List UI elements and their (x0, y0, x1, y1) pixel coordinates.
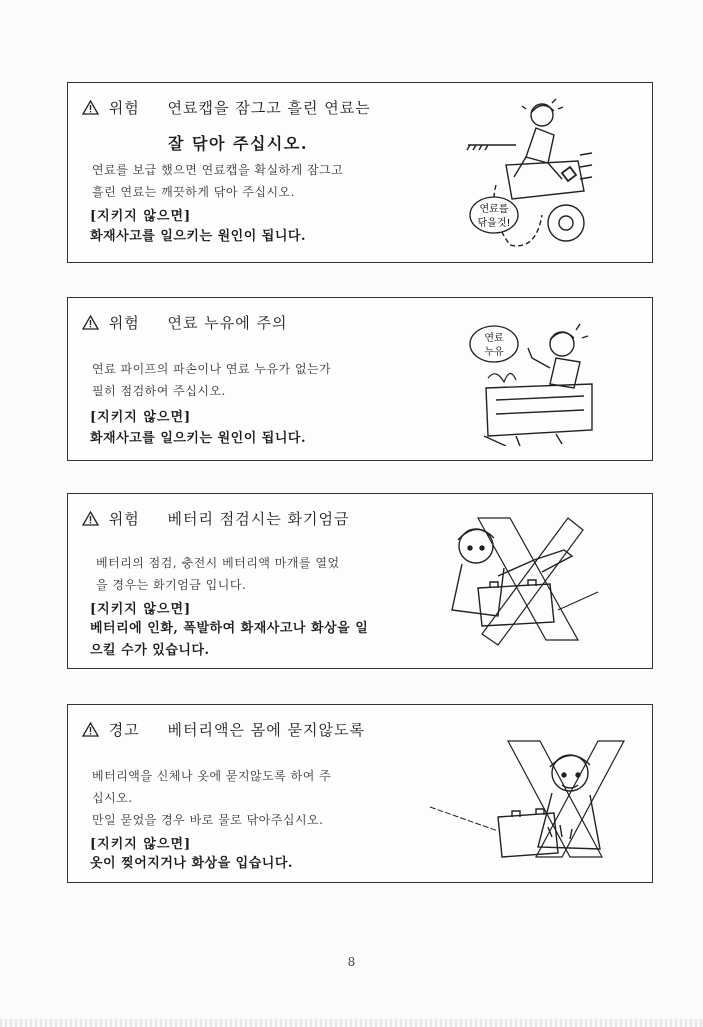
consequence-label: [지키지 않으면] (90, 410, 192, 425)
warning-description (92, 159, 343, 203)
warning-header (82, 312, 288, 333)
consequence-line: 옷이 찢어지거나 화상을 입습니다. (90, 856, 293, 871)
warning-triangle-icon (82, 315, 99, 330)
consequence-text (90, 226, 306, 248)
description-line: 필히 점검하여 주십시오. (92, 384, 226, 398)
consequence-text (90, 853, 293, 875)
description-line: 십시오. (92, 791, 133, 805)
consequence-label: [지키지 않으면] (90, 602, 192, 617)
warning-description (92, 358, 331, 402)
description-line: 을 경우는 화기엄금 입니다. (96, 578, 247, 592)
warning-level: 위험 (108, 314, 140, 332)
warning-header (82, 508, 349, 529)
description-line: 만일 묻었을 경우 바로 물로 닦아주십시오. (92, 813, 324, 827)
warning-level: 위험 (108, 510, 140, 528)
consequence-text (90, 618, 368, 662)
warning-title: 연료 누유에 주의 (167, 314, 288, 332)
warning-title-continued: 잘 닦아 주십시오. (168, 134, 308, 153)
speech-bubble-line: 누유 (484, 347, 504, 358)
battery-no-fire-illustration (438, 510, 608, 650)
warning-triangle-icon (82, 100, 99, 115)
warning-level: 위험 (108, 99, 140, 117)
consequence-text (90, 428, 306, 450)
speech-bubble-line: 연료를 (479, 204, 509, 215)
fuel-leak-illustration (466, 318, 596, 446)
warning-box-fuel-cap (67, 82, 653, 263)
description-line: 베터리의 점검, 충전시 베터리액 마개를 열었 (96, 556, 340, 570)
consequence-label: [지키지 않으면] (90, 837, 192, 852)
warning-description (92, 765, 331, 831)
page-number: 8 (347, 955, 356, 969)
description-line: 연료를 보급 했으면 연료캡을 확실하게 잠그고 (92, 163, 344, 177)
warning-box-battery-acid (67, 704, 653, 883)
description-line: 베터리액을 신체나 옷에 묻지않도록 하여 주 (92, 769, 332, 783)
warning-title: 베터리 점검시는 화기엄금 (167, 510, 350, 528)
refuel-illustration (466, 95, 594, 255)
scan-artifact (0, 1019, 703, 1027)
warning-title: 베터리액은 몸에 묻지않도록 (167, 721, 365, 739)
warning-header (82, 719, 365, 740)
warning-box-battery-fire (67, 493, 653, 669)
warning-title: 연료캡을 잠그고 흘린 연료는 (167, 99, 371, 117)
description-line: 연료 파이프의 파손이나 연료 누유가 없는가 (92, 362, 332, 376)
consequence-line: 으킬 수가 있습니다. (90, 643, 210, 658)
consequence-line: 화재사고를 일으키는 원인이 됩니다. (90, 431, 306, 446)
speech-bubble-line: 연료 (484, 333, 504, 344)
warning-description (96, 552, 340, 596)
consequence-line: 화재사고를 일으키는 원인이 됩니다. (90, 229, 306, 244)
warning-triangle-icon (82, 722, 99, 737)
warning-box-fuel-leak (67, 297, 653, 461)
battery-acid-illustration (428, 737, 628, 865)
speech-bubble-line: 닦을것! (477, 218, 511, 229)
consequence-label: [지키지 않으면] (90, 209, 192, 224)
warning-triangle-icon (82, 511, 99, 526)
consequence-line: 베터리에 인화, 폭발하여 화재사고나 화상을 일 (90, 621, 369, 636)
warning-level: 경고 (108, 721, 140, 739)
warning-header (82, 97, 371, 118)
description-line: 흘린 연료는 깨끗하게 닦아 주십시오. (92, 185, 295, 199)
